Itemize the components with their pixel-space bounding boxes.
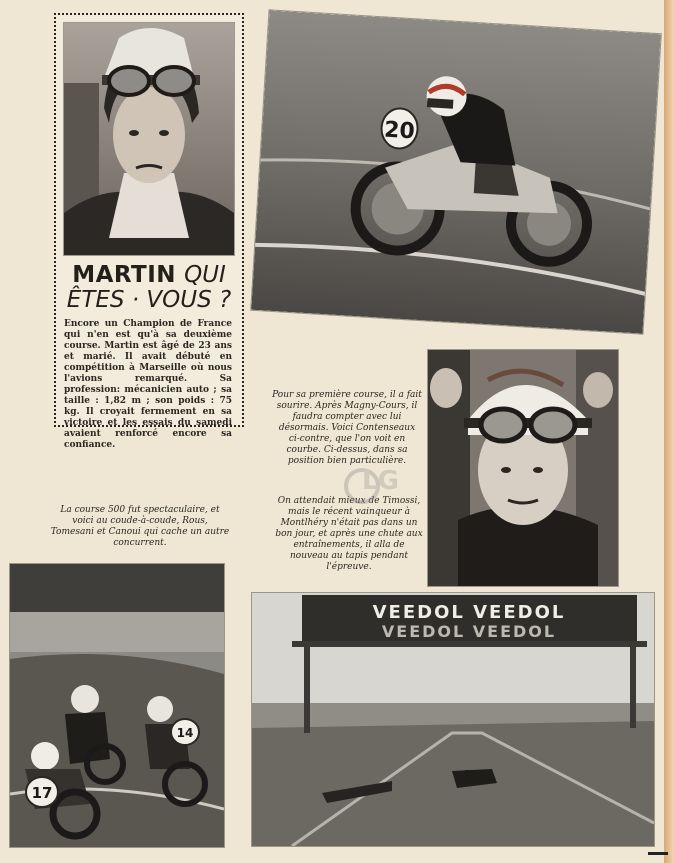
martin-heading: [56, 263, 242, 314]
race-number-17: 17: [31, 784, 53, 802]
watermark-text: LG: [362, 466, 398, 496]
heading-line2: ÊTES · VOUS ?: [66, 287, 232, 314]
martin-portrait-photo: [64, 23, 234, 255]
caption-course-500: La course 500 fut spectaculaire, et voici au coude-à-coude, Rous, Tomesani et Canoui qui cache un autre concurrent.: [50, 505, 230, 548]
page-edge: [664, 0, 674, 863]
veedol-bridge-crash-photo: [252, 593, 654, 846]
racing-photo-frame: [251, 10, 661, 333]
martin-profile-box: [54, 13, 244, 450]
race-number-14: 14: [176, 726, 194, 740]
racing-motorcycle-photo: [251, 10, 661, 333]
watermark-logo: [342, 462, 414, 518]
pack-riders-photo: [10, 564, 224, 847]
heading-name: MARTIN: [72, 262, 177, 288]
heading-qui: QUI: [184, 262, 226, 288]
caption-premiere-course: Pour sa première course, il a fait sourire. Après Magny-Cours, il faudra compter avec lui désormais. Voici Contenseaux ci-contre, que l'on voit en courbe. Ci-dessus, dans sa position bien particulière.: [272, 390, 422, 466]
caption-timossi: On attendait mieux de Timossi, mais le récent vainqueur à Montlhéry n'était pas dans un bon jour, et après une chute aux entraînements, il alla de nouveau au tapis pendant l'épreuve.: [275, 496, 423, 572]
martin-bio-text: Encore un Champion de France qui n'en est qu'à sa deuxième course. Martin est âgé de 23 ans et marié. Il avait débuté en compétition à Marseille où nous l'avions remarqué. Sa profession: mécanicien auto ; sa taille : 1,82 m ; son poids : 75 kg. Il croyait fermement en sa victoire et les essais du samedi avaient renforcé encore sa confiance.: [64, 319, 232, 450]
race-number-20: 20: [383, 117, 416, 145]
banner-text-row1: VEEDOL VEEDOL: [372, 602, 566, 623]
rider-helmet-photo: [428, 350, 618, 586]
banner-text-row2: VEEDOL VEEDOL: [381, 622, 557, 641]
page-corner-mark: [648, 852, 668, 855]
